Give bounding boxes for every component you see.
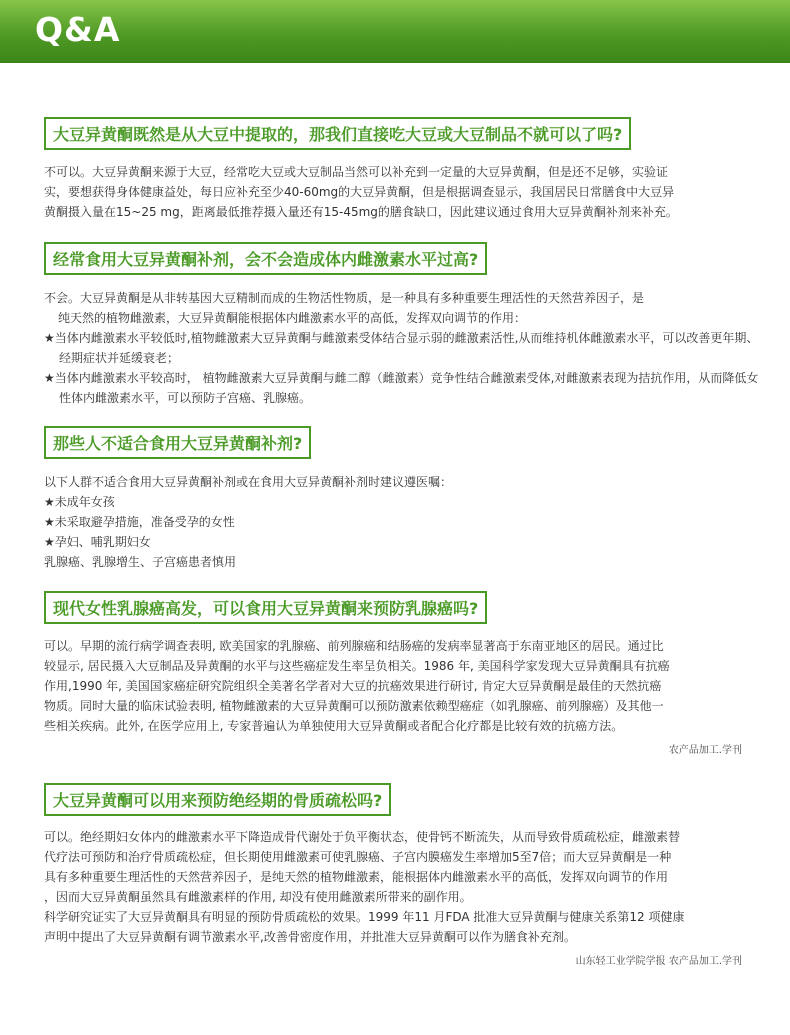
answer-bullet: ★未成年女孩 (44, 495, 115, 509)
header-banner (0, 0, 790, 63)
page-title: Q&A (35, 10, 121, 49)
question-3: 那些人不适合食用大豆异黄酮补剂? (44, 426, 311, 459)
answer-line: 乳腺癌、乳腺增生、子宫癌患者慎用 (44, 555, 237, 569)
answer-bullet: ★当体内雌激素水平较高时， 植物雌激素大豆异黄酮与雌二醇（雌激素）竞争性结合雌激素受体,对雌激素表现为拮抗作用，从而降低女性体内雌激素水平，可以预防子宫癌、乳腺癌。 (44, 371, 759, 405)
answer-line: ，因而大豆异黄酮虽然具有雌激素样的作用, 却没有使用雌激素所带来的副作用。 (44, 890, 472, 904)
answer-line: 些相关疾病。此外, 在医学应用上, 专家普遍认为单独使用大豆异黄酮或者配合化疗都是比较有效的抗癌方法。 (44, 719, 624, 733)
answer-bullet: ★孕妇、哺乳期妇女 (44, 535, 151, 549)
answer-line: 声明中提出了大豆异黄酮有调节激素水平,改善骨密度作用，并批准大豆异黄酮可以作为膳食补充剂。 (44, 930, 576, 944)
answer-line: 不可以。大豆异黄酮来源于大豆，经常吃大豆或大豆制品当然可以补充到一定量的大豆异黄酮，但是还不足够，实验证 (44, 165, 669, 179)
answer-bullet: ★当体内雌激素水平较低时,植物雌激素大豆异黄酮与雌激素受体结合显示弱的雌激素活性,从而维持机体雌激素水平，可以改善更年期、经期症状并延缓衰老； (44, 331, 759, 365)
answer-4 (44, 636, 764, 736)
answer-3 (44, 472, 764, 572)
answer-line: 具有多种重要生理活性的天然营养因子，是纯天然的植物雌激素，能根据体内雌激素水平的高低，发挥双向调节的作用 (44, 870, 669, 884)
answer-line: 较显示, 居民摄入大豆制品及异黄酮的水平与这些癌症发生率呈负相关。1986 年, 美国科学家发现大豆异黄酮具有抗癌 (44, 659, 670, 673)
answer-line: 黄酮摄入量在15~25 mg，距离最低推荐摄入量还有15-45mg的膳食缺口，因此建议通过食用大豆异黄酮补剂来补充。 (44, 205, 678, 219)
source-citation-2: 山东轻工业学院学报 农产品加工.学刊 (575, 956, 742, 967)
answer-line: 科学研究证实了大豆异黄酮具有明显的预防骨质疏松的效果。1999 年11 月FDA 批准大豆异黄酮与健康关系第12 项健康 (44, 910, 685, 924)
answer-line: 作用,1990 年, 美国国家癌症研究院组织全美著名学者对大豆的抗癌效果进行研讨, 肯定大豆异黄酮是最佳的天然抗癌 (44, 679, 662, 693)
answer-line: 纯天然的植物雌激素，大豆异黄酮能根据体内雌激素水平的高低，发挥双向调节的作用： (58, 311, 527, 325)
question-1: 大豆异黄酮既然是从大豆中提取的，那我们直接吃大豆或大豆制品不就可以了吗? (44, 117, 631, 150)
answer-5 (44, 827, 764, 947)
answer-line: 以下人群不适合食用大豆异黄酮补剂或在食用大豆异黄酮补剂时建议遵医嘱： (44, 475, 453, 489)
answer-2 (44, 288, 764, 408)
answer-line: 可以。绝经期妇女体内的雌激素水平下降造成骨代谢处于负平衡状态，使骨钙不断流失，从而导致骨质疏松症，雌激素替 (44, 830, 681, 844)
answer-line: 可以。早期的流行病学调查表明, 欧美国家的乳腺癌、前列腺癌和结肠癌的发病率显著高于东南亚地区的居民。通过比 (44, 639, 664, 653)
question-2: 经常食用大豆异黄酮补剂，会不会造成体内雌激素水平过高? (44, 242, 487, 275)
question-4: 现代女性乳腺癌高发，可以食用大豆异黄酮来预防乳腺癌吗? (44, 591, 487, 624)
answer-line: 实，要想获得身体健康益处，每日应补充至少40-60mg的大豆异黄酮，但是根据调查显示，我国居民日常膳食中大豆异 (44, 185, 675, 199)
source-citation-1: 农产品加工.学刊 (668, 745, 742, 756)
answer-line: 代疗法可预防和治疗骨质疏松症，但长期使用雌激素可使乳腺癌、子宫内膜癌发生率增加5至7倍；而大豆异黄酮是一种 (44, 850, 672, 864)
answer-line: 不会。大豆异黄酮是从非转基因大豆精制而成的生物活性物质，是一种具有多种重要生理活性的天然营养因子，是 (44, 291, 645, 305)
answer-1 (44, 162, 764, 222)
question-5: 大豆异黄酮可以用来预防绝经期的骨质疏松吗? (44, 783, 391, 816)
answer-bullet: ★未采取避孕措施，准备受孕的女性 (44, 515, 235, 529)
answer-line: 物质。同时大量的临床试验表明, 植物雌激素的大豆异黄酮可以预防激素依赖型癌症（如乳腺癌、前列腺癌）及其他一 (44, 699, 664, 713)
